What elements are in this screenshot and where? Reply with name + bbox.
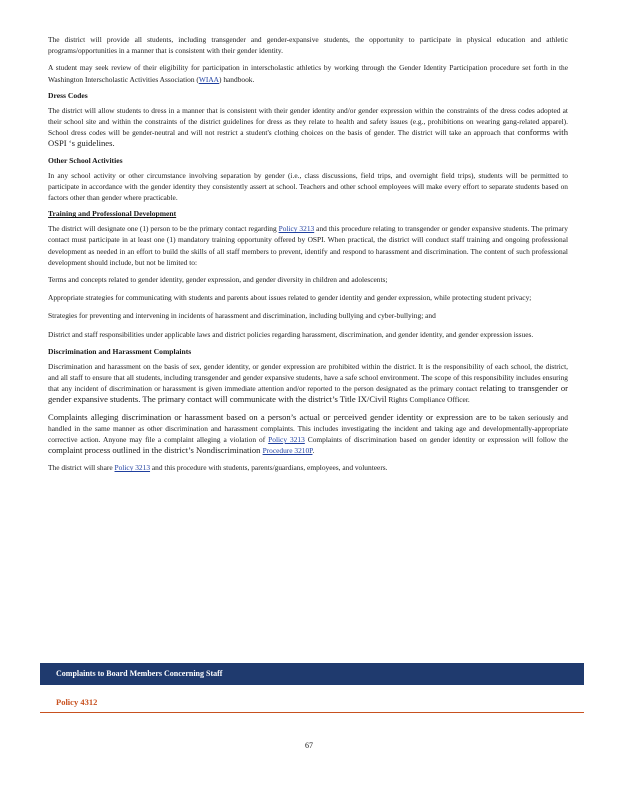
page-number: 67 [305,741,313,750]
list-item: District and staff responsibilities under applicable laws and district policies regarding harassment, discrimination, and gender identity, and gender expression issues. [48,329,534,339]
share-paragraph: The district will share Policy 3213 and this procedure with students, parents/guardians, employees, and volunteers. [48,463,388,473]
wiaa-paragraph: A student may seek review of their eligibility for participation in interscholastic athletics by working through the Gender Identity Participation procedure set forth in the Washington Interscholastic Activities Association (WIAA) handbook. [48,63,568,84]
procedure-3210p-link[interactable]: Procedure 3210P [262,446,313,456]
list-item: Terms and concepts related to gender identity, gender expression, and gender diversity in children and adolescents; [48,275,388,285]
other-activities-heading: Other School Activities [48,155,123,165]
discrimination-paragraph: Discrimination and harassment on the basis of sex, gender identity, or gender expression are prohibited within the district. It is the responsibility of each school, the district, and all staff to ensure that all students, including transgender and gender expansive students, have a safe school environment. The scope of this responsibility includes ensuring that any incident of discrimination or harassment is given immediate attention and/or reported to the person designated as the primary contact relating to transgender or gender expansive students. The primary contact will communicate with the district’s Title IX/Civil Rights Compliance Officer. [48,361,568,405]
list-item: Strategies for preventing and intervening in incidents of harassment and discrimination, including bullying and cyber-bullying; and [48,311,436,321]
policy-label: Policy 4312 [56,697,98,707]
discrimination-heading: Discrimination and Harassment Complaints [48,346,192,356]
wiaa-link[interactable]: WIAA [198,74,220,84]
policy-3213-link[interactable]: Policy 3213 [278,224,315,234]
athletics-paragraph: The district will provide all students, including transgender and gender-expansive students, the opportunity to participate in physical education and athletic programs/opportunities in a manner that is consistent with their gender identity. [48,35,568,56]
complaints-paragraph: Complaints alleging discrimination or harassment based on a person’s actual or perceived gender identity or expression are to be taken seriously and handled in the same manner as other discrimination and harassment complaints. This includes investigating the incident and taking age and developmentally-appropriate corrective action. Anyone may file a complaint alleging a violation of Policy 3213 Complaints of discrimination based on gender identity or expression will follow the complaint process outlined in the district’s Nondiscrimination Procedure 3210P. [48,411,568,456]
training-heading: Training and Professional Development [48,209,177,219]
document-body [48,34,568,480]
section-title-bar: Complaints to Board Members Concerning Staff [40,663,584,685]
dress-codes-paragraph: The district will allow students to dress in a manner that is consistent with their gender identity and/or gender expression within the constraints of the dress codes adopted at their school site and within the constraints of the district guidelines for dress as they relate to health and safety issues (e.g., prohibitions on wearing gang-related apparel). School dress codes will be gender-neutral and will not restrict a student's clothing choices on the basis of gender. The district will take an approach that conforms with OSPI ‘s guidelines. [48,105,568,149]
other-activities-paragraph: In any school activity or other circumstance involving separation by gender (i.e., class discussions, field trips, and overnight field trips), students will be permitted to participate in accordance with the gender identity they consistently assert at school. Teachers and other school employees will make every effort to separate students based on factors other than gender where practicable. [48,170,568,203]
dress-codes-heading: Dress Codes [48,90,88,100]
divider [40,712,584,713]
training-topics-list [48,274,568,340]
training-paragraph: The district will designate one (1) person to be the primary contact regarding Policy 3213 and this procedure relating to transgender or gender expansive students. The primary contact must participate in at least one (1) mandatory training opportunity offered by OSPI. When practical, the district will conduct staff training and ongoing professional development as needed in an effort to build the skills of all staff members to prevent, identify and respond to harassment and discrimination. The content of such professional development should include, but not be limited to: [48,224,568,267]
policy-3213-link[interactable]: Policy 3213 [268,435,305,445]
list-item: Appropriate strategies for communicating with students and parents about issues related to gender identity and gender expression, while protecting student privacy; [48,293,532,303]
policy-3213-link[interactable]: Policy 3213 [114,463,151,473]
